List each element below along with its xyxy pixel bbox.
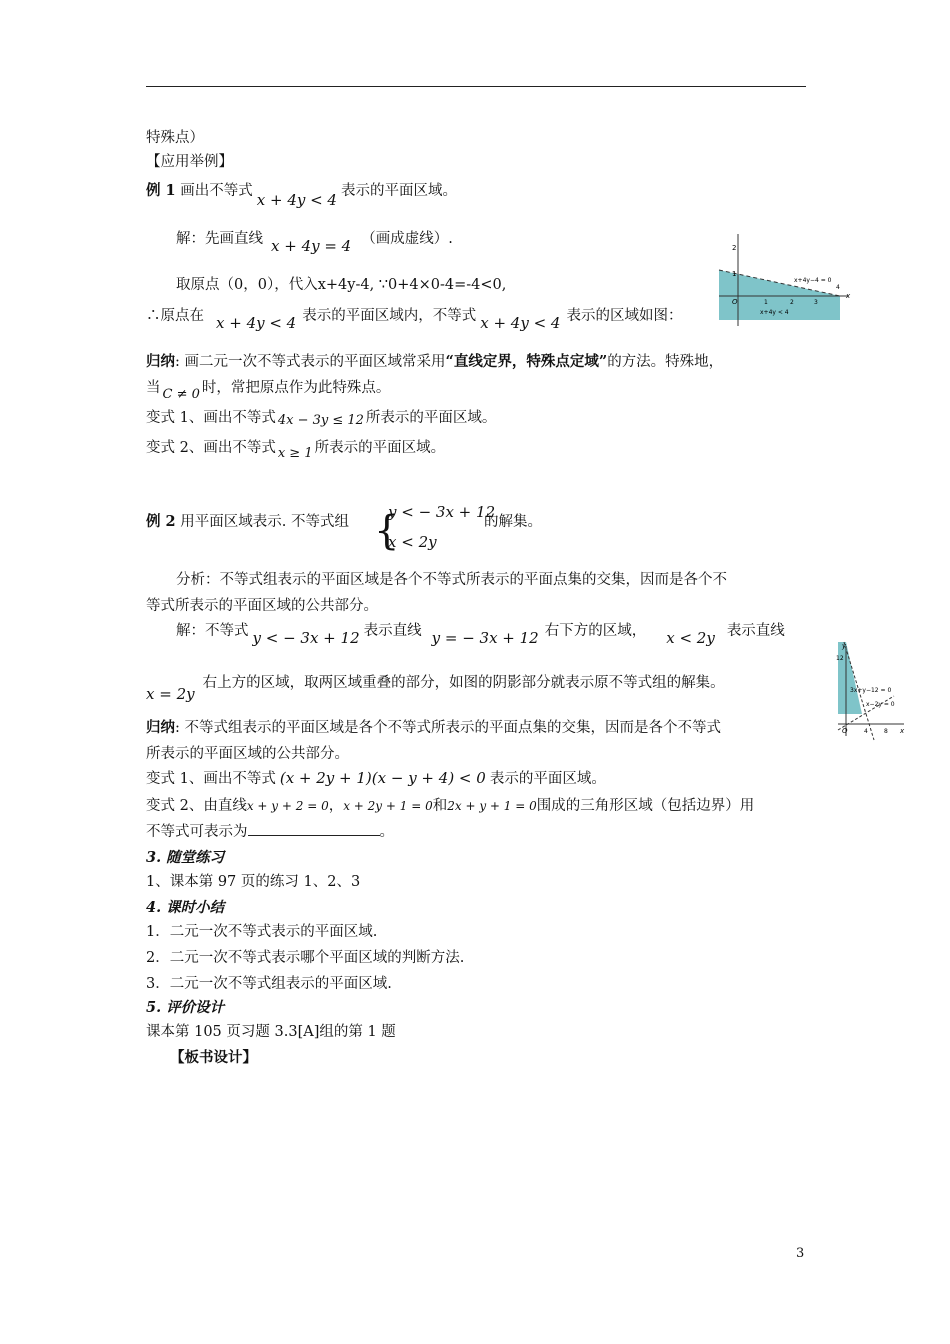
text: 的解集。 <box>484 514 542 530</box>
system-brace: { <box>374 508 400 554</box>
solution-1 <box>176 228 453 255</box>
formula: x + 4y = 4 <box>271 237 352 255</box>
text: 画出不等式 <box>180 183 253 199</box>
text: 所表示的平面区域。 <box>365 410 497 426</box>
text: 表示的平面区域内，不等式 <box>302 308 477 324</box>
summary-label: 归纳 <box>146 353 175 370</box>
header-rule <box>146 86 806 87</box>
formula: x + 4y < 4 <box>216 314 297 332</box>
origin-label: O <box>842 727 848 735</box>
tick-label: 4 <box>836 284 840 291</box>
section-4-item: 2．二元一次不等式表示哪个平面区域的判断方法. <box>146 950 465 966</box>
section-4-item: 1．二元一次不等式表示的平面区域. <box>146 924 378 940</box>
formula: x + 4y < 4 <box>256 191 337 209</box>
section-3-item: 1、课本第 97 页的练习 1、2、3 <box>146 874 361 890</box>
text: ， <box>328 798 344 814</box>
summary-2 <box>146 718 721 738</box>
solution-2-cont <box>146 672 725 703</box>
text: 当 <box>146 380 161 396</box>
highlight-text: “直线定界，特殊点定域” <box>445 353 608 370</box>
text: （画成虚线）. <box>361 231 453 247</box>
formula: C ≠ 0 <box>162 387 200 402</box>
text: 变式 2、画出不等式 <box>146 440 276 456</box>
formula: x + 4y < 4 <box>480 314 561 332</box>
section-heading: 【应用举例】 <box>146 154 233 170</box>
text: : 不等式组表示的平面区域是各个不等式所表示的平面点集的交集，因而是各个不等式 <box>175 720 721 736</box>
variant-4 <box>146 796 754 816</box>
variant-4-cont <box>146 822 394 842</box>
summary-1 <box>146 352 723 372</box>
formula: 2x + y + 1 = 0 <box>447 799 537 813</box>
conclusion-1 <box>146 305 683 332</box>
formula: y < − 3x + 12 <box>252 629 360 647</box>
section-5-item: 课本第 105 页习题 3.3[A]组的第 1 题 <box>146 1024 396 1040</box>
text: 表示的区域如图： <box>566 308 683 324</box>
origin-label: O <box>732 298 738 306</box>
text: 不等式可表示为 <box>146 824 248 840</box>
variant-1 <box>146 408 496 429</box>
text: : 画二元一次不等式表示的平面区域常采用 <box>175 354 446 370</box>
text: 表示直线 <box>363 623 422 639</box>
formula: (x + 2y + 1)(x − y + 4) < 0 <box>279 769 486 787</box>
figure-1-graph <box>716 228 854 332</box>
analysis: 分析：不等式组表示的平面区域是各个不等式所表示的平面点集的交集，因而是各个不 <box>176 572 727 588</box>
tick-label: 8 <box>884 728 888 735</box>
section-5-heading: 5. 评价设计 <box>146 999 225 1016</box>
axis-label: y <box>842 642 847 650</box>
text: 变式 1、画出不等式 <box>146 771 276 787</box>
example-2 <box>146 512 349 532</box>
line-label: x+4y−4 = 0 <box>794 277 832 284</box>
summary-1-cont <box>146 378 391 402</box>
tick-label: 1 <box>732 270 737 278</box>
axis-label: x <box>846 292 851 300</box>
text: 右下方的区域， <box>544 623 647 639</box>
formula: x ≥ 1 <box>277 446 313 461</box>
summary-label: 归纳 <box>146 719 175 736</box>
origin-test: 取原点（0，0），代入x+4y-4, ∵0+4×0-4=-4<0, <box>176 277 507 293</box>
formula: y = − 3x + 12 <box>431 629 539 647</box>
text: ∴原点在 <box>146 308 204 324</box>
example-1 <box>146 180 457 209</box>
section-4-item: 3．二元一次不等式组表示的平面区域. <box>146 976 392 992</box>
line-label: 3x+y−12 = 0 <box>850 687 892 694</box>
page-number: 3 <box>796 1246 805 1261</box>
text: 变式 1、画出不等式 <box>146 410 276 426</box>
variant-3 <box>146 768 606 789</box>
solution-2 <box>176 620 785 647</box>
text: 和 <box>432 798 448 814</box>
text: 表示直线 <box>726 623 785 639</box>
tick-label: 12 <box>836 655 844 662</box>
text: 的方法。特殊地， <box>607 354 724 370</box>
text: 所表示的平面区域。 <box>314 440 446 456</box>
text: 解：先画直线 <box>176 231 263 247</box>
section-4-heading: 4. 课时小结 <box>146 899 225 916</box>
formula: x + y + 2 = 0 <box>246 799 329 813</box>
text: 。 <box>379 824 394 840</box>
analysis-cont: 等式所表示的平面区域的公共部分。 <box>146 598 378 614</box>
region-label: x+4y < 4 <box>760 309 789 316</box>
section-3-heading: 3. 随堂练习 <box>146 849 225 866</box>
board-design-heading: 【板书设计】 <box>170 1049 257 1066</box>
text: 表示的平面区域。 <box>489 771 606 787</box>
summary-2-cont: 所表示的平面区域的公共部分。 <box>146 746 349 762</box>
text: 解：不等式 <box>176 623 249 639</box>
example-label: 例 2 <box>146 513 176 530</box>
axis-label: x <box>900 727 905 735</box>
tick-label: 4 <box>864 728 868 735</box>
text: 右上方的区域，取两区域重叠的部分，如图的阴影部分就表示原不等式组的解集。 <box>202 675 725 691</box>
text: 变式 2、由直线 <box>146 798 247 814</box>
text: 围成的三角形区域（包括边界）用 <box>536 798 755 814</box>
formula: x = 2y <box>146 685 195 703</box>
text-line: 特殊点） <box>146 130 204 146</box>
text: 表示的平面区域。 <box>340 183 457 199</box>
tick-label: 2 <box>732 244 737 252</box>
text: 时，常把原点作为此特殊点。 <box>201 380 391 396</box>
system-ineq-1: y < − 3x + 12 <box>388 503 496 521</box>
tick-label: 2 <box>790 299 794 306</box>
formula: x < 2y <box>666 629 715 647</box>
figure-2-graph <box>834 636 910 744</box>
variant-2 <box>146 438 445 459</box>
answer-blank <box>248 823 380 836</box>
line-label: x−2y = 0 <box>866 701 895 708</box>
system-ineq-2: x < 2y <box>388 533 437 551</box>
tick-label: 3 <box>814 299 818 306</box>
formula: x + 2y + 1 = 0 <box>343 799 433 813</box>
example-label: 例 1 <box>146 182 176 199</box>
text: 用平面区域表示. 不等式组 <box>180 514 349 530</box>
tick-label: 1 <box>764 299 768 306</box>
formula: 4x − 3y ≤ 12 <box>277 413 364 428</box>
